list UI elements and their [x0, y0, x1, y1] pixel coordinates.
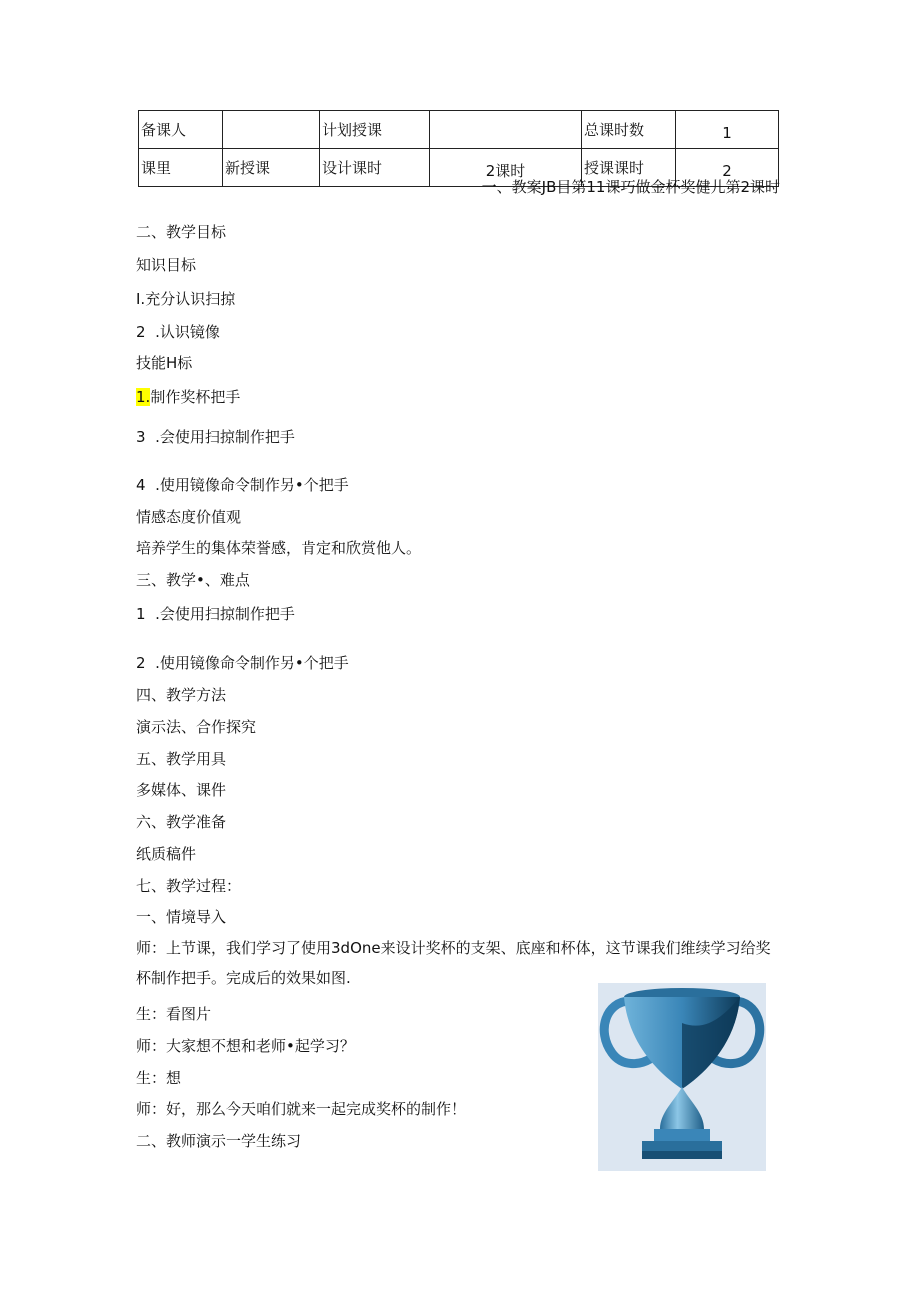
- highlighted-number: 1.: [136, 388, 151, 406]
- keypoint-item-1: 1 .会使用扫掠制作把手: [136, 605, 295, 623]
- keypoint-item-2: 2 .使用镜像命令制作另•个把手: [136, 654, 349, 672]
- tools-text: 多媒体、课件: [136, 781, 227, 799]
- teacher-line-2: 师：大家想不想和老师•起学习？: [136, 1037, 355, 1055]
- teacher-line-1: 师：上节课，我们学习了使用3dOne来设计奖杯的支架、底座和杯体，这节课我们维续学习给奖杯制作把手。完成后的效果如图.: [136, 939, 771, 987]
- objectives-heading: 二、教学目标: [136, 223, 227, 241]
- emotion-text: 培养学生的集体荣誉感，肯定和欣赏他人。: [136, 539, 422, 557]
- demo-heading: 二、教师演示一学生练习: [136, 1132, 302, 1150]
- methods-heading: 四、教学方法: [136, 686, 227, 704]
- teacher-line-3: 师：好，那么今天咱们就来一起完成奖杯的制作！: [136, 1100, 467, 1118]
- skill-item-3: 3 .会使用扫掠制作把手: [136, 428, 295, 446]
- table-cell: 2: [676, 149, 779, 187]
- prep-heading: 六、教学准备: [136, 813, 227, 831]
- process-heading: 七、教学过程：: [136, 877, 242, 895]
- knowledge-item-2: 2 .认识镜像: [136, 323, 220, 341]
- skill-item-1-text: 制作奖杯把手: [150, 388, 241, 406]
- student-line-2: 生：想: [136, 1069, 182, 1087]
- table-cell: 2课时: [430, 149, 582, 187]
- keypoints-heading: 三、教学•、难点: [136, 571, 250, 589]
- table-cell: 备课人: [139, 111, 223, 149]
- table-cell: 课里: [139, 149, 223, 187]
- skill-item-4: 4 .使用镜像命令制作另•个把手: [136, 476, 349, 494]
- lesson-title: 一、教案JB目第11课巧做金杯奖健儿第2课时: [481, 178, 780, 196]
- tools-heading: 五、教学用具: [136, 750, 227, 768]
- knowledge-item-1: I.充分认识扫掠: [136, 290, 236, 308]
- knowledge-heading: 知识目标: [136, 256, 197, 274]
- table-row: [139, 111, 779, 149]
- trophy-icon: [598, 983, 766, 1171]
- prep-text: 纸质稿件: [136, 845, 197, 863]
- skill-item-1: [136, 386, 240, 407]
- student-line-1: 生：看图片: [136, 1005, 212, 1023]
- table-cell: [223, 111, 320, 149]
- table-cell: 总课时数: [582, 111, 676, 149]
- emotion-heading: 情感态度价值观: [136, 508, 242, 526]
- table-cell: [430, 111, 582, 149]
- table-cell: 新授课: [223, 149, 320, 187]
- table-cell: 授课课时: [582, 149, 676, 187]
- methods-text: 演示法、合作探究: [136, 718, 257, 736]
- intro-heading: 一、情境导入: [136, 908, 227, 926]
- table-cell: 设计课时: [320, 149, 430, 187]
- table-cell: 计划授课: [320, 111, 430, 149]
- skill-heading: 技能H标: [136, 354, 193, 372]
- table-cell: 1: [676, 111, 779, 149]
